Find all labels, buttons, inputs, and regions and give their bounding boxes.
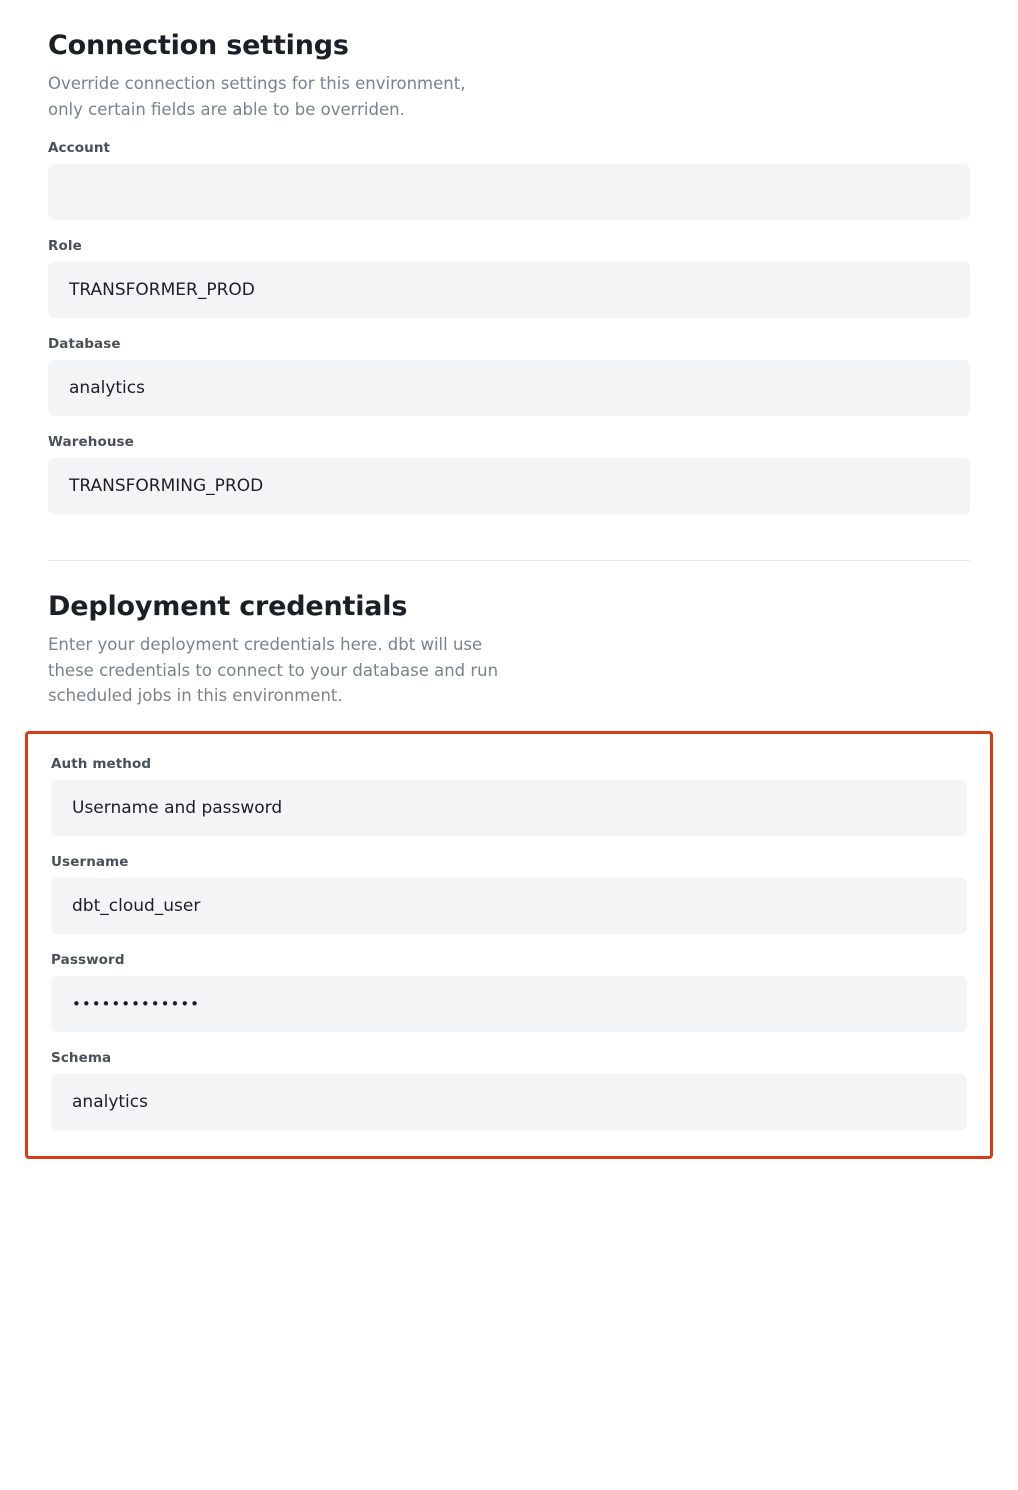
field-account (48, 140, 970, 220)
field-label-username: Username (51, 853, 129, 870)
database-input[interactable]: analytics (48, 360, 970, 416)
field-password (51, 952, 967, 1032)
username-input[interactable]: dbt_cloud_user (51, 878, 967, 934)
field-database (48, 336, 970, 416)
deployment-credentials-title: Deployment credentials (48, 591, 408, 623)
field-label-warehouse: Warehouse (48, 434, 134, 451)
field-schema (51, 1050, 967, 1130)
deployment-credentials-description-line1: Enter your deployment credentials here. dbt will use (48, 635, 483, 655)
field-label-password: Password (51, 951, 125, 968)
deployment-credentials-section (0, 561, 1018, 709)
field-label-schema: Schema (51, 1049, 112, 1066)
connection-settings-section (0, 0, 1018, 514)
connection-settings-title: Connection settings (48, 30, 349, 61)
deployment-credentials-description-line2: these credentials to connect to your database and run (48, 660, 499, 680)
deployment-credentials-description-line3: scheduled jobs in this environment. (48, 686, 343, 706)
role-input[interactable]: TRANSFORMER_PROD (48, 262, 970, 318)
field-label-auth-method: Auth method (51, 755, 152, 772)
account-input[interactable] (48, 164, 970, 220)
warehouse-input[interactable]: TRANSFORMING_PROD (48, 458, 970, 514)
deployment-credentials-description (48, 632, 608, 709)
auth-method-select[interactable]: Username and password (51, 780, 967, 836)
password-input[interactable]: ••••••••••••• (51, 976, 967, 1032)
connection-settings-description-line1: Override connection settings for this environment, (48, 74, 466, 93)
field-label-role: Role (48, 238, 82, 255)
field-label-database: Database (48, 336, 121, 353)
connection-settings-description (48, 71, 608, 122)
field-label-account: Account (48, 140, 111, 157)
field-auth-method (51, 756, 967, 836)
field-role (48, 238, 970, 318)
field-warehouse (48, 434, 970, 514)
schema-input[interactable]: analytics (51, 1074, 967, 1130)
field-username (51, 854, 967, 934)
connection-settings-description-line2: only certain fields are able to be overriden. (48, 99, 405, 119)
deployment-credentials-highlight-box (25, 731, 993, 1159)
